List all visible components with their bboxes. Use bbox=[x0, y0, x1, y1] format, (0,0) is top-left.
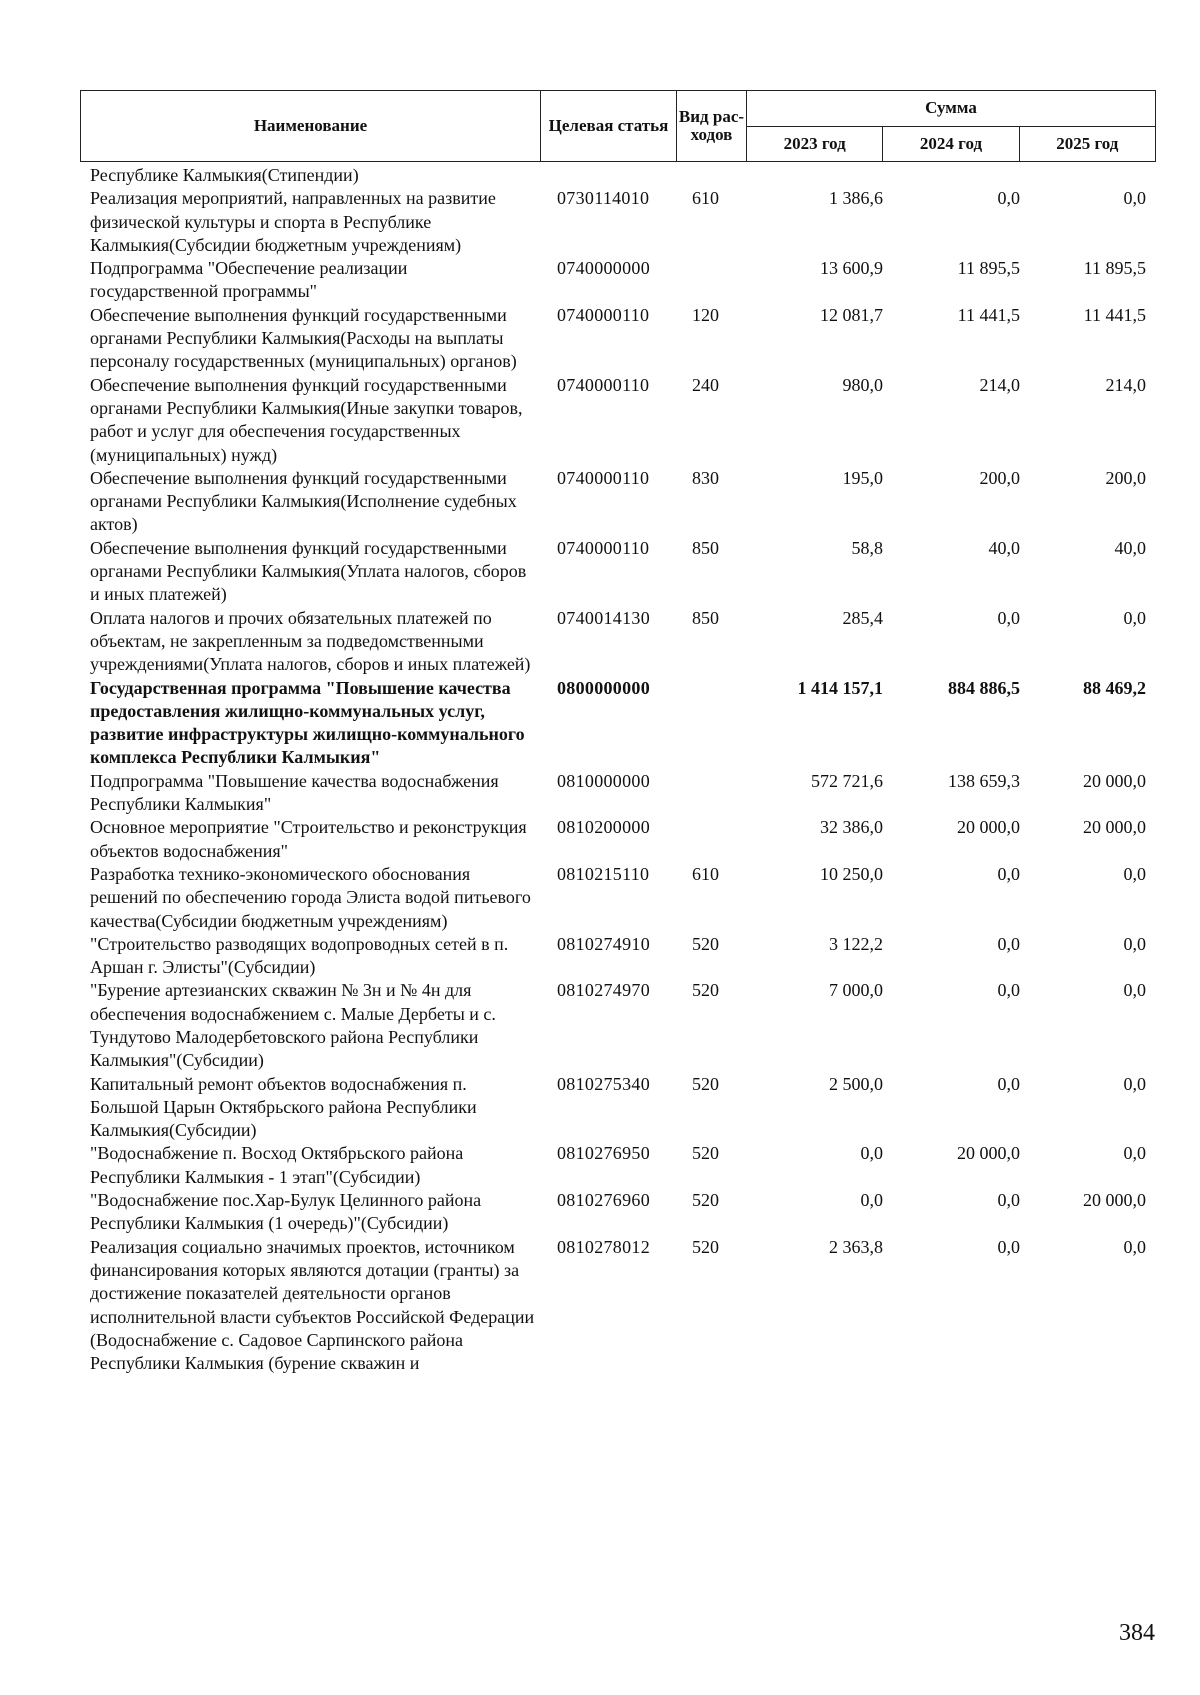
row-expense-kind: 610 bbox=[692, 188, 719, 209]
row-value-2024: 0,0 bbox=[997, 933, 1020, 954]
table-header bbox=[80, 90, 1156, 162]
row-target-code: 0810274970 bbox=[557, 980, 650, 1001]
row-name: "Водоснабжение пос.Хар-Булук Целинного района Республики Калмыкия (1 очередь)"(Субсидии) bbox=[90, 1190, 482, 1234]
row-value-2023: 195,0 bbox=[842, 467, 883, 488]
row-target-code: 0740000110 bbox=[557, 467, 650, 488]
row-target-code: 0810200000 bbox=[557, 817, 650, 838]
row-value-2024: 0,0 bbox=[997, 980, 1020, 1001]
row-value-2023: 12 081,7 bbox=[820, 304, 883, 325]
row-name: Основное мероприятие "Строительство и реконструкция объектов водоснабжения" bbox=[90, 817, 527, 861]
row-expense-kind: 850 bbox=[692, 607, 719, 628]
row-target-code: 0740000110 bbox=[557, 374, 650, 395]
row-value-2025: 0,0 bbox=[1123, 980, 1146, 1001]
row-target-code: 0800000000 bbox=[557, 677, 650, 698]
row-expense-kind bbox=[690, 770, 730, 817]
row-value-2025: 88 469,2 bbox=[1083, 677, 1146, 698]
row-value-2025: 11 895,5 bbox=[1083, 258, 1146, 279]
row-name: Обеспечение выполнения функций государственными органами Республики Калмыкия(Расходы на выплаты персоналу государственных (муниципальных) органов) bbox=[90, 304, 517, 372]
row-target-code: 0740000110 bbox=[557, 304, 650, 325]
row-value-2025: 0,0 bbox=[1123, 188, 1146, 209]
table-row bbox=[80, 187, 1156, 257]
row-value-2024: 0,0 bbox=[997, 863, 1020, 884]
table-row bbox=[80, 607, 1156, 677]
header-year-2024: 2024 год bbox=[883, 126, 1019, 162]
row-expense-kind bbox=[690, 164, 730, 187]
row-value-2024 bbox=[883, 164, 1020, 187]
row-value-2024: 0,0 bbox=[997, 1190, 1020, 1211]
row-name: Обеспечение выполнения функций государственными органами Республики Калмыкия(Исполнение судебных актов) bbox=[90, 467, 517, 535]
table-row bbox=[80, 677, 1156, 770]
row-value-2024: 200,0 bbox=[979, 467, 1020, 488]
row-value-2023: 13 600,9 bbox=[820, 258, 883, 279]
row-value-2023: 3 122,2 bbox=[829, 933, 883, 954]
row-value-2025: 20 000,0 bbox=[1083, 770, 1146, 791]
row-value-2023: 285,4 bbox=[842, 607, 883, 628]
row-name: Государственная программа "Повышение качества предоставления жилищно-коммунальных услуг, развитие инфраструктуры жилищно-коммунального комплекса Республики Калмыкия" bbox=[90, 677, 525, 768]
row-value-2023: 2 363,8 bbox=[829, 1236, 883, 1257]
row-value-2025: 214,0 bbox=[1105, 374, 1146, 395]
row-value-2025: 0,0 bbox=[1123, 863, 1146, 884]
row-value-2023: 572 721,6 bbox=[811, 770, 883, 791]
row-target-code: 0810278012 bbox=[557, 1236, 650, 1257]
row-target-code: 0810276960 bbox=[557, 1190, 650, 1211]
row-expense-kind: 850 bbox=[692, 537, 719, 558]
row-value-2025: 0,0 bbox=[1123, 1236, 1146, 1257]
row-value-2025: 0,0 bbox=[1123, 607, 1146, 628]
row-name: Обеспечение выполнения функций государственными органами Республики Калмыкия(Иные закупки товаров, работ и услуг для обеспечения государственных (муниципальных) нужд) bbox=[90, 374, 523, 465]
table-row bbox=[80, 467, 1156, 537]
row-expense-kind: 830 bbox=[692, 467, 719, 488]
row-target-code: 0810274910 bbox=[557, 933, 650, 954]
row-value-2024: 11 895,5 bbox=[957, 258, 1020, 279]
row-name: Подпрограмма "Повышение качества водоснабжения Республики Калмыкия" bbox=[90, 770, 499, 815]
row-value-2025: 20 000,0 bbox=[1083, 1190, 1146, 1211]
row-target-code: 0740000110 bbox=[557, 537, 650, 558]
header-kind: Вид рас-ходов bbox=[677, 91, 747, 162]
table-row bbox=[80, 770, 1156, 817]
row-value-2025: 11 441,5 bbox=[1083, 304, 1146, 325]
row-value-2025: 0,0 bbox=[1123, 1073, 1146, 1094]
table-row bbox=[80, 537, 1156, 607]
row-value-2025: 0,0 bbox=[1123, 1143, 1146, 1164]
table-row bbox=[80, 933, 1156, 980]
row-name: Оплата налогов и прочих обязательных платежей по объектам, не закрепленным за подведомственными учреждениями(Уплата налогов, сборов и иных платежей) bbox=[90, 607, 531, 675]
row-value-2025: 0,0 bbox=[1123, 933, 1146, 954]
row-expense-kind: 520 bbox=[692, 980, 719, 1001]
row-value-2024: 0,0 bbox=[997, 1236, 1020, 1257]
table-row bbox=[80, 1073, 1156, 1143]
row-name: Подпрограмма "Обеспечение реализации государственной программы" bbox=[90, 258, 408, 302]
header-year-2025: 2025 год bbox=[1019, 126, 1155, 162]
row-value-2023: 0,0 bbox=[860, 1143, 883, 1164]
row-name: Реализация мероприятий, направленных на развитие физической культуры и спорта в Республике Калмыкия(Субсидии бюджетным учреждениям) bbox=[90, 188, 496, 255]
table-row bbox=[80, 1142, 1156, 1189]
row-value-2025: 40,0 bbox=[1114, 537, 1146, 558]
row-name: "Строительство разводящих водопроводных сетей в п. Аршан г. Элисты"(Субсидии) bbox=[90, 933, 509, 978]
table-row bbox=[80, 374, 1156, 467]
row-value-2025 bbox=[1020, 164, 1154, 187]
row-target-code: 0810275340 bbox=[557, 1073, 650, 1094]
row-value-2024: 0,0 bbox=[997, 607, 1020, 628]
table-row bbox=[80, 304, 1156, 374]
row-value-2024: 11 441,5 bbox=[957, 304, 1020, 325]
row-value-2023: 1 414 157,1 bbox=[797, 677, 883, 698]
row-expense-kind: 520 bbox=[692, 1190, 719, 1211]
row-target-code: 0740000000 bbox=[557, 258, 650, 279]
table-row bbox=[80, 1189, 1156, 1236]
table-row bbox=[80, 979, 1156, 1072]
row-target-code: 0740014130 bbox=[557, 607, 650, 628]
row-name: Реализация социально значимых проектов, источником финансирования которых являются дотации (гранты) за достижение показателей деятельности органов исполнительной власти субъектов Российской Федерации (Водоснабжение с. Садовое Сарпинского района Республики Калмыкия (бурение скважин и bbox=[90, 1236, 535, 1374]
row-expense-kind: 120 bbox=[692, 304, 719, 325]
row-value-2023: 980,0 bbox=[842, 374, 883, 395]
row-target-code: 0730114010 bbox=[557, 188, 650, 209]
row-expense-kind bbox=[690, 677, 730, 770]
row-target-code: 0810000000 bbox=[557, 770, 650, 791]
table-row bbox=[80, 816, 1156, 863]
row-value-2024: 214,0 bbox=[979, 374, 1020, 395]
row-name: "Водоснабжение п. Восход Октябрьского района Республики Калмыкия - 1 этап"(Субсидии) bbox=[90, 1143, 464, 1187]
row-expense-kind: 520 bbox=[692, 1143, 719, 1164]
row-value-2024: 40,0 bbox=[988, 537, 1020, 558]
row-value-2025: 20 000,0 bbox=[1083, 817, 1146, 838]
row-value-2023: 2 500,0 bbox=[829, 1073, 883, 1094]
row-value-2024: 0,0 bbox=[997, 1073, 1020, 1094]
row-expense-kind: 520 bbox=[692, 1236, 719, 1257]
row-value-2024: 0,0 bbox=[997, 188, 1020, 209]
table-row bbox=[80, 1236, 1156, 1376]
header-code: Целевая статья bbox=[541, 91, 677, 162]
row-value-2024: 20 000,0 bbox=[957, 817, 1020, 838]
row-expense-kind bbox=[690, 816, 730, 863]
table-row bbox=[80, 164, 1156, 187]
row-value-2023: 58,8 bbox=[851, 537, 883, 558]
row-name: "Бурение артезианских скважин № 3н и № 4н для обеспечения водоснабжением с. Малые Дербеты и с. Тундутово Малодербетовского района Республики Калмыкия"(Субсидии) bbox=[90, 980, 496, 1071]
row-value-2023: 10 250,0 bbox=[820, 863, 883, 884]
table-body bbox=[80, 164, 1156, 1375]
row-name: Разработка технико-экономического обоснования решений по обеспечению города Элиста водой питьевого качества(Субсидии бюджетным учреждениям) bbox=[90, 863, 531, 931]
header-year-2023: 2023 год bbox=[747, 126, 883, 162]
row-expense-kind bbox=[690, 257, 730, 304]
page-number: 384 bbox=[1119, 1620, 1155, 1646]
row-value-2023 bbox=[730, 164, 883, 187]
row-target-code: 0810215110 bbox=[557, 863, 650, 884]
header-name: Наименование bbox=[81, 91, 541, 162]
row-expense-kind: 610 bbox=[692, 863, 719, 884]
row-expense-kind: 520 bbox=[692, 1073, 719, 1094]
row-target-code bbox=[540, 164, 690, 187]
row-value-2024: 20 000,0 bbox=[957, 1143, 1020, 1164]
row-value-2023: 0,0 bbox=[860, 1190, 883, 1211]
row-value-2023: 1 386,6 bbox=[829, 188, 883, 209]
row-value-2024: 884 886,5 bbox=[948, 677, 1020, 698]
table-row bbox=[80, 257, 1156, 304]
row-target-code: 0810276950 bbox=[557, 1143, 650, 1164]
table-row bbox=[80, 863, 1156, 933]
row-value-2023: 32 386,0 bbox=[820, 817, 883, 838]
row-expense-kind: 240 bbox=[692, 374, 719, 395]
row-name: Обеспечение выполнения функций государственными органами Республики Калмыкия(Уплата налогов, сборов и иных платежей) bbox=[90, 537, 527, 605]
row-expense-kind: 520 bbox=[692, 933, 719, 954]
row-value-2025: 200,0 bbox=[1105, 467, 1146, 488]
row-name: Капитальный ремонт объектов водоснабжения п. Большой Царын Октябрьского района Республики Калмыкия(Субсидии) bbox=[90, 1073, 477, 1141]
row-value-2023: 7 000,0 bbox=[829, 980, 883, 1001]
row-value-2024: 138 659,3 bbox=[948, 770, 1020, 791]
row-name: Республике Калмыкия(Стипендии) bbox=[90, 165, 359, 185]
header-sum: Сумма bbox=[747, 91, 1156, 127]
